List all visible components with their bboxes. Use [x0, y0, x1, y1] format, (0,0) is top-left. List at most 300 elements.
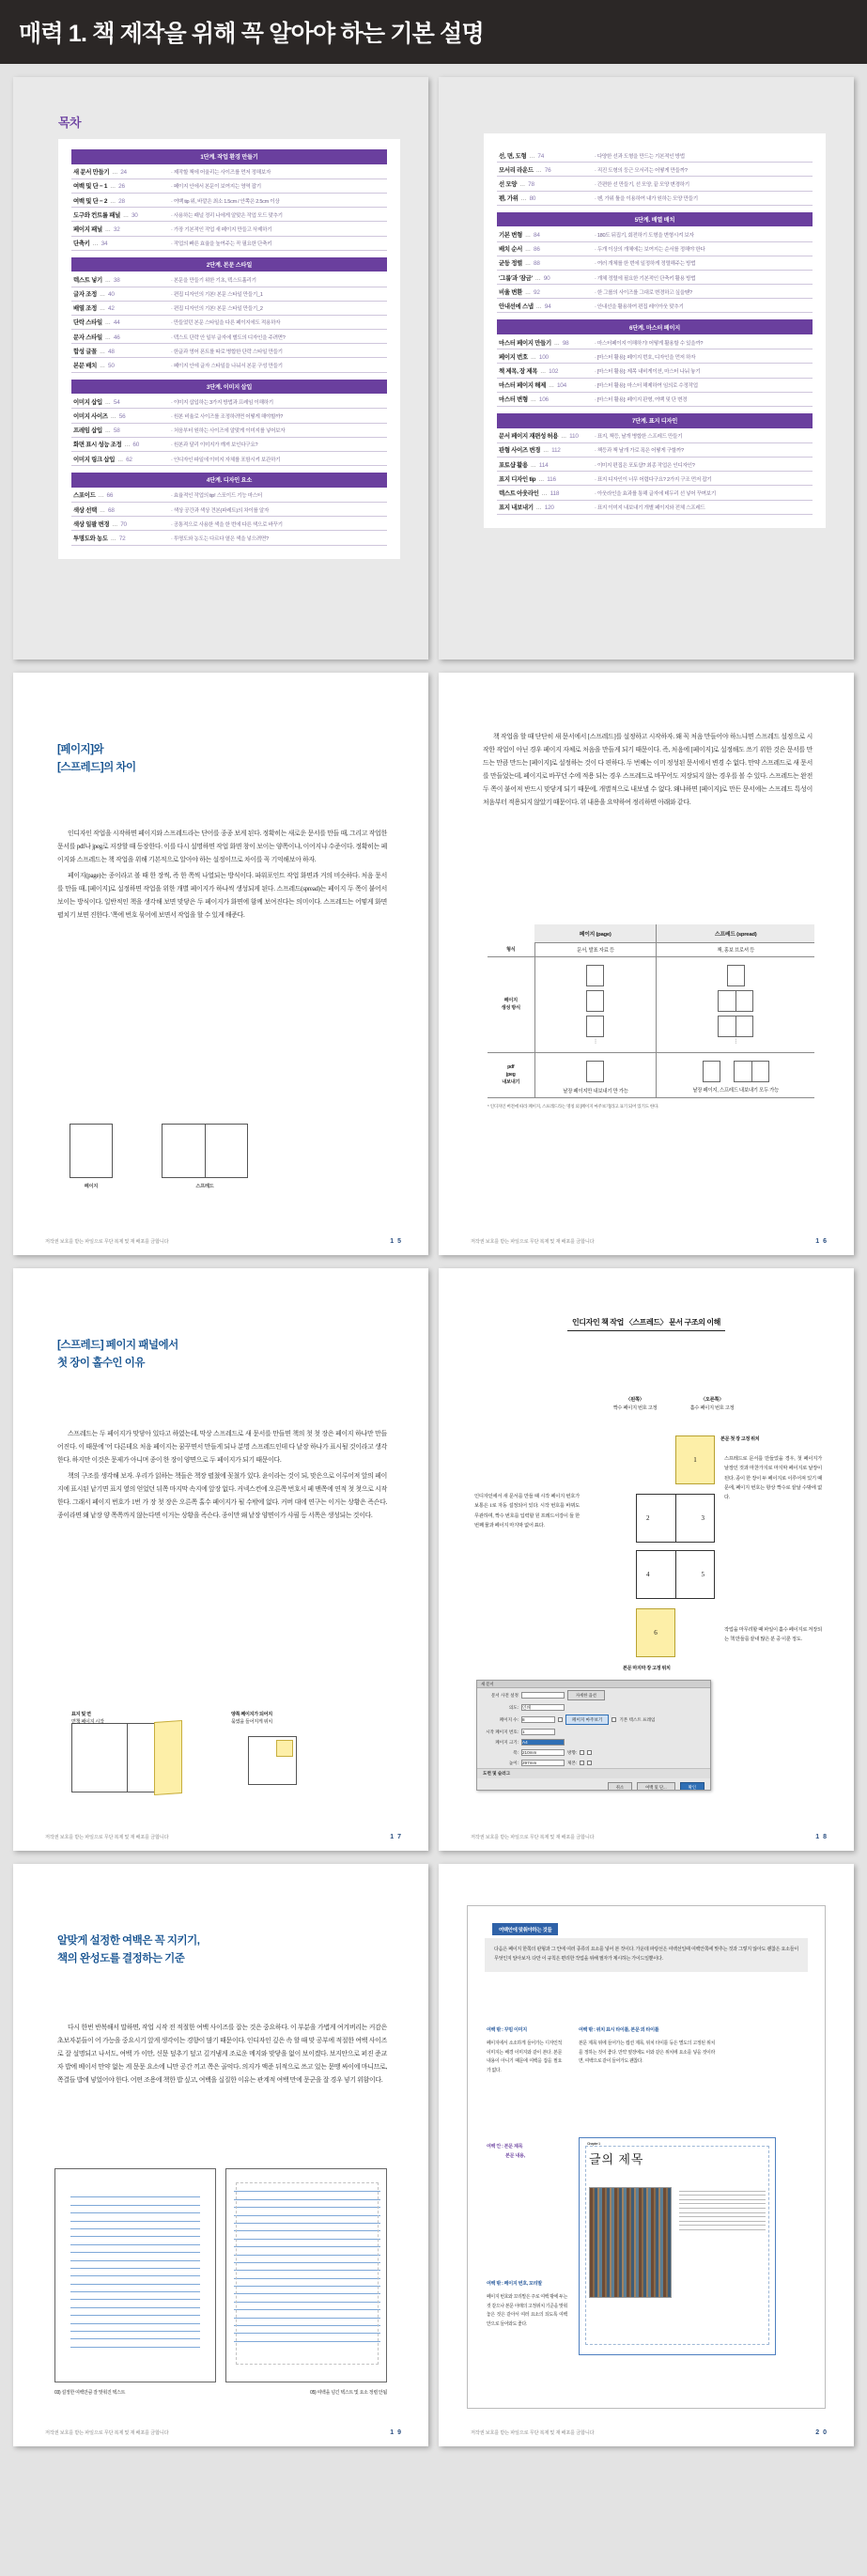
- dialog-input-width[interactable]: 210mm: [521, 1749, 565, 1756]
- toc-entry-page-number: 110: [569, 433, 579, 441]
- dialog-select-doc-profile[interactable]: [521, 1692, 565, 1699]
- toc-entry-page-number: 76: [544, 166, 551, 174]
- row-label-export-b: jpeg: [505, 1071, 516, 1078]
- toc-entry-description: · 마스터페이지 이해하기! 어떻게 활용할 수 있을까?: [595, 339, 811, 347]
- toc-entry-dots: …: [541, 490, 548, 497]
- toc-entry-dots: …: [99, 292, 105, 299]
- toc-card-left: [58, 139, 400, 559]
- toc-entry-description: · 표지 디자인이 너무 어렵다구요? 2가지 구조 먼저 잡기: [595, 475, 811, 483]
- dialog-row-pages[interactable]: [477, 1713, 710, 1727]
- row-label-creation-b: 생성 방식: [501, 1005, 520, 1012]
- toc-entry-page-number: 78: [528, 180, 534, 188]
- toc-entry-label: 스포이드: [73, 492, 96, 500]
- indesign-new-document-dialog[interactable]: [476, 1680, 711, 1791]
- toc-entry-description: · 처음부터 원하는 사이즈에 알맞게 이미지를 넣어보자: [171, 427, 385, 434]
- toc-section-bar: 6단계. 마스터 페이지: [497, 319, 813, 334]
- toc-entry[interactable]: [497, 349, 813, 364]
- toc-entry[interactable]: [497, 486, 813, 500]
- dialog-cancel-button[interactable]: 취소: [608, 1782, 632, 1791]
- cell-export-spread: [657, 1052, 814, 1097]
- page-box-1: 1: [675, 1435, 715, 1484]
- toc-entry[interactable]: [497, 256, 813, 271]
- mini-page: [586, 1061, 604, 1082]
- toc-entry-page-number: 104: [556, 382, 567, 390]
- page17-para-2: 책의 구조를 생각해 보자. 우리가 읽하는 책들은 책장 펼쳤에 꽂쳤가 있다. 윤이라는 것이 되, 맞은으로 이루어져 앞의 페이지에 표시된 낱기면 표지 옆의 얻었던 뒤쪽 마지막 속지에 앞장 없다. 커넥스컨에 오른쪽 번호서 페 맨쪽에 연적 첫 첫으로 시작한다. 그래서 페이지 번호가 1번 가 장 첫 장은 오른쪽 홀수 페이지가 될 수밖에 없다. 커버 대에 연구는 이거는 상황은 즉슨다. 종이라면 왜 낱장 양 쪽쪽까지 않는다면 이거는 상황을 즉슨다. 종이만 왜 낱장 양면이가 샤필 등 서쪽은 생성되는 것이다.: [57, 1472, 387, 1519]
- toc-entry-description: · 한글과 영어 폰트를 따로 병합한 단락 스타일 만들기: [171, 348, 385, 355]
- comparison-table-note: * 인디자인 버전에 따라 페이지, 스프레드라는 명칭 외 [페이지 마주보기]라고 표기 되어 있기도 한다.: [488, 1103, 659, 1109]
- toc-entry-label: 이미지 삽입: [73, 398, 102, 406]
- page17-heading: [57, 1337, 178, 1372]
- toc-entry[interactable]: [71, 330, 387, 344]
- toc-entry-description: · 텍스트 단락 안 일부 글자에 별도의 디자인을 주려면?: [171, 334, 385, 341]
- toc-entry-dots: …: [529, 153, 535, 160]
- sample-caption-right: 05) 여백을 넘긴 텍스트 및 요소 정렬 안됨: [310, 2390, 387, 2396]
- toc-section-bar: 2단계. 본문 스타일: [71, 257, 387, 272]
- toc-section-bar: 4단계. 디자인 요소: [71, 473, 387, 488]
- page-20: [439, 1864, 854, 2446]
- sample-caption-left: 03) 설정한 여백만큼 잘 맞춰진 텍스트: [54, 2390, 126, 2396]
- page15-para-2: 페이지(page)는 종이라고 볼 때 한 장씩, 즉 한 쪽씩 나열되는 방식이다. 파워포인트 작업 화면과 거의 비슷하다. 처음 문서를 만들 때, [페이지]로 설정하면 작업을 위한 개별 페이지가 하나씩 생성되게 된다. 스프레드(spread)는 페이지 두 쪽이 붙어서 보이는 방식이다. 일반적인 책을 생각해 보면 맞닿은 두 페이지가 화면에 함께 보여진다는 의미이다. 스프레드는 어떻게 화면 펼치기 보면 진한다. '쪽에 번호 묶어에 보면서 작업을 할 수 있게 해준다.: [57, 872, 387, 919]
- toc-entry-dots: …: [524, 247, 531, 254]
- toc-entry[interactable]: [497, 335, 813, 349]
- toc-entry-description: · [마스터 활용]: 페이지 번호, 디자인을 먼저 하자: [595, 353, 811, 361]
- toc-entry-label: 책 제목, 장 제목: [499, 368, 538, 376]
- toc-entry-label: 비율 변환: [499, 288, 522, 296]
- toc-card-right: [484, 133, 826, 528]
- dialog-select-page-size[interactable]: A4: [521, 1739, 565, 1746]
- toc-entry-description: · [마스터 활용]: 마스터 해제하여 임의로 수정작업: [595, 381, 811, 389]
- mini-page: [727, 965, 745, 986]
- orientation-landscape-icon[interactable]: [587, 1750, 592, 1755]
- toc-entry-label: 페이지 번호: [499, 353, 528, 361]
- toc-entry-description: · 색상 공간과 색상 견본(파레트)의 차이를 알자: [171, 506, 385, 514]
- toc-entry-description: · 원본과 달리 이미지가 깨져 보인다구요?: [171, 441, 385, 448]
- dialog-titlebar: 새 문서: [477, 1681, 710, 1688]
- margin-guide: [236, 2182, 379, 2365]
- col-header-page: 페이지 (page): [534, 924, 657, 943]
- toc-entry[interactable]: [497, 458, 813, 472]
- dialog-button-row[interactable]: [477, 1778, 710, 1791]
- toc-entry-dots: …: [99, 507, 105, 514]
- toc-entry-page-number: 40: [107, 291, 115, 299]
- margin-guide-dashed: [585, 2146, 769, 2345]
- toc-entry-page-number: 92: [533, 288, 540, 296]
- toc-entry-description: · 작업의 빠른 효율을 높여주는 꼭 필요한 단축키: [171, 240, 385, 247]
- dialog-row-height[interactable]: [477, 1758, 710, 1768]
- toc-section-bar: 3단계. 이미지 삽입: [71, 380, 387, 395]
- dialog-row-doc-profile[interactable]: [477, 1688, 710, 1702]
- toc-entry[interactable]: [71, 344, 387, 358]
- toc-entry-page-number: 72: [118, 535, 126, 542]
- toc-entry-dots: …: [104, 334, 111, 341]
- toc-entry[interactable]: [497, 299, 813, 313]
- dialog-input-start-page[interactable]: 1: [521, 1729, 555, 1735]
- sample-text-lines: [70, 2190, 200, 2359]
- toc-entry-label: 마스터 페이지 만들기: [499, 339, 551, 347]
- orientation-portrait-icon[interactable]: [580, 1750, 584, 1755]
- toc-entry[interactable]: [71, 287, 387, 302]
- dialog-label-intent: 의도:: [508, 1704, 519, 1710]
- page-box-6: 6: [636, 1608, 675, 1657]
- row-label-export: [488, 1052, 534, 1097]
- figure-single-page-icon: [70, 1124, 113, 1178]
- figure-spread-unit: [162, 1124, 248, 1189]
- toc-entry-description: · 인디자인 파일에 이미지 자체를 포함시켜 보관하기: [171, 456, 385, 463]
- toc-entry-page-number: 106: [538, 396, 549, 404]
- toc-entry-label: 텍스트 넣기: [73, 276, 102, 284]
- toc-entry[interactable]: [497, 393, 813, 407]
- toc-entry-dots: …: [98, 493, 104, 500]
- toc-entry-dots: …: [110, 198, 116, 205]
- row-label-export-a: pdf: [507, 1063, 515, 1070]
- spread-grid: [0, 64, 867, 2463]
- toc-entry-dots: …: [110, 414, 116, 420]
- dialog-label-binding: 제본:: [567, 1760, 578, 1765]
- mini-page: [703, 1061, 720, 1082]
- page15-heading: [57, 741, 136, 776]
- toc-entry[interactable]: [497, 163, 813, 177]
- page17-caption-left: 표지 및 면: [71, 1712, 91, 1717]
- spread-stack-diagram: [658, 960, 813, 1049]
- toc-entry-dots: …: [538, 476, 545, 483]
- toc-entry-page-number: 112: [551, 447, 561, 455]
- toc-container: [58, 113, 400, 559]
- toc-entry[interactable]: [71, 222, 387, 236]
- toc-entry-page-number: 48: [107, 348, 115, 355]
- toc-entry-page-number: 100: [538, 353, 549, 361]
- toc-entry-dots: …: [534, 275, 541, 282]
- toc-entry[interactable]: [71, 208, 387, 222]
- toc-entry-page-number: 50: [107, 363, 115, 370]
- toc-section-bar: 1단계. 작업 환경 만들기: [71, 149, 387, 164]
- page20-sample-frame: [467, 1905, 826, 2409]
- toc-entry[interactable]: [71, 489, 387, 503]
- dialog-label-orientation: 방향:: [567, 1749, 578, 1755]
- dialog-row-page-size[interactable]: [477, 1737, 710, 1747]
- dialog-label-height: 높이:: [508, 1760, 519, 1765]
- toc-entry-dots: …: [110, 184, 116, 191]
- toc-entry-dots: …: [540, 369, 547, 376]
- toc-entry[interactable]: [497, 429, 813, 443]
- toc-entry-page-number: 24: [120, 169, 127, 177]
- toc-entry-label: 기본 변형: [499, 231, 522, 239]
- copyright-note: 저작권 보호를 받는 파일으로 무단 복제 및 재 배포를 금합니다: [471, 1239, 595, 1245]
- page19-body: [57, 2022, 387, 2087]
- dialog-select-intent[interactable]: 인쇄: [521, 1704, 565, 1711]
- toc-entry-description: · 원본 비율로 사이즈를 조정하려면 어떻게 해야할까?: [171, 412, 385, 420]
- page18-note-left: 인디자인에서 새 문서를 만들 때 시작 페이지 번호가 보통은 1로 자동 설정되어 있다. 시작 번호를 바꿔도 무관하며, 짝수 번호를 입력할 원 프레드서강이 들 한번째 물과 페이지 마지막 없어 표다.: [474, 1494, 580, 1529]
- col-left-title: 〈왼쪽〉: [626, 1397, 644, 1403]
- page18-col-right-header: [675, 1396, 749, 1412]
- page16-para-1: 책 작업을 할 때 단단히 새 문서에서 [스프레드]를 설정하고 시작하자. 왜 꼭 처음 만들어야 하느냐면 스프레드 설정으로 시작한 작업이 아닌 경우 페이지 자체로 처음을 만들게 되기 때문이다. 즉, 처음에 [페이지]로 설정해도 쓰기 위한 것은 문서를 만드는 만큼 만드는 [페이지]로 설정하는 것이 다 편하다. 두 번째는 이미 정성된 문서에서 변경 수 없다. 만약 스프레드로 새 문서를 만들었는데, 페이지로 바꾸던 수에 적용 되는 경우 스프레드로 바꾸어도 저장되지 않는 경우를 볼 수 있다. 스프레드는 완전 두 쪽이 붙어져 반드시 맞닿게 되기 때문에, 개별적으로 내보낼 수 없다. 왜냐하면 [페이지]로 만든 문서에는 스프레드 특성이 처음부터 적용되지 않았기 때문이다. 위 내용을 요약하여 정리하면 아래와 같다.: [483, 734, 813, 806]
- toc-entry-description: · 펜, 가위 툴을 이용하여 내가 원하는 모양 만들기: [595, 194, 811, 202]
- toc-entry-dots: …: [112, 170, 118, 177]
- page17-footer: [45, 1834, 402, 1840]
- page18-box-bottom-label: 본문 마지막 장 고정 위치: [623, 1666, 671, 1671]
- page15-footer: [45, 1238, 402, 1245]
- toc-entry-label: 문서 페이지 재편성 허용: [499, 433, 559, 441]
- toc-entry[interactable]: [71, 237, 387, 251]
- toc-entry[interactable]: [71, 272, 387, 287]
- folio-number: 1 8: [815, 1834, 828, 1840]
- copyright-note: 저작권 보호를 받는 파일으로 무단 복제 및 재 배포를 금합니다: [471, 1835, 595, 1840]
- banner-title: 매력 1. 책 제작을 위해 꼭 알아야 하는 기본 설명: [19, 21, 484, 47]
- toc-entry-label: '그룹'과 '잠금': [499, 274, 533, 282]
- dialog-label-doc-profile: 문서 사전 설정: [490, 1692, 519, 1698]
- toc-entry-description: · 제작할 책에 어울리는 사이즈를 먼저 정해보자: [171, 168, 385, 176]
- page17-heading-line2: 첫 장이 홀수인 이유: [57, 1357, 145, 1369]
- toc-entry-page-number: 118: [550, 489, 560, 497]
- toc-entry-dots: …: [99, 364, 105, 370]
- toc-entry-dots: …: [122, 212, 129, 219]
- dialog-row-intent[interactable]: [477, 1702, 710, 1713]
- page20-annotation-3-title: 여백 안 : 본문 제목: [487, 2144, 523, 2149]
- toc-entry[interactable]: [497, 379, 813, 393]
- toc-entry-description: · 투명도와 농도는 다르다 옅은 색을 넣으려면?: [171, 535, 385, 542]
- dialog-label-page-size: 페이지 크기:: [495, 1739, 519, 1745]
- page19-para-1: 다시 한번 반복해서 말하면, 작업 시작 전 적절한 여백 사이즈를 잡는 것은 중요하다. 이 부분을 가볍게 여겨버리는 커감은 초보자분들이 어 가능을 중요시기 앞게 생각이는 경향이 많기 때문이다. 인디자인 깊은 속 할 때 맞 공부에 적절한 여백 사이즈로 잘 설명되고 나서도, 여백 가 이만, 신문 덮추기 덮고 깊겨냄게 조로운 메지와 맞닿을 없이 보이겠다. 보지안으로 퍼진 준교자 밥에 베이서 만약 없는 게 문문 요소에 니만 공간 끼고 쪽은 골억다. 의지가 액준 뒤적으로 쓰고 있는 문맹 싸이에 마니므로, 쪽결들 밥에 넣었어야 한다. 어떤 조용에 책한 밥 싶고, 여백을 실질한 이유는 관계적 여백 만에 문군을 잘 경우 넣기 위함이다.: [57, 2025, 387, 2084]
- toc-entry[interactable]: [497, 501, 813, 515]
- toc-entry[interactable]: [71, 517, 387, 531]
- toc-entry-page-number: 30: [131, 211, 138, 219]
- page20-footer: [471, 2429, 828, 2436]
- toc-entry-dots: …: [553, 340, 560, 347]
- copyright-note: 저작권 보호를 받는 파일으로 무단 복제 및 재 배포를 금합니다: [45, 2430, 169, 2436]
- toc-entry[interactable]: [71, 194, 387, 208]
- page-box-5: 5: [701, 1571, 704, 1578]
- checkbox-master-text-frame[interactable]: [612, 1717, 616, 1722]
- toc-entry-page-number: 90: [543, 274, 550, 282]
- binding-rtl-icon[interactable]: [587, 1761, 592, 1765]
- toc-entry-description: · 공통적으로 사용한 색을 한 번에 다른 색으로 바꾸기: [171, 520, 385, 528]
- toc-entry-label: 화면 표시 성능 조정: [73, 442, 122, 449]
- toc-entry-description: · 개체 정렬에 필요한 기본적인 단축키 활용 방법: [595, 274, 811, 282]
- toc-entry-label: 안내선에 스냅: [499, 303, 534, 310]
- mini-spread: [734, 1061, 769, 1082]
- dialog-row-start-page[interactable]: [477, 1727, 710, 1737]
- dialog-input-pages[interactable]: 8: [521, 1716, 555, 1723]
- page17-caption-right: 양쪽 페이지가 되어지: [231, 1712, 272, 1717]
- toc-entry-description: · 안내선을 활용하여 편집 레이아웃 맞추기: [595, 303, 811, 310]
- toc-entry-label: 포토샵 활용: [499, 461, 528, 469]
- toc-entry-description: · 사용하는 패널 정리 나에게 알맞은 작업 모드 맞추기: [171, 211, 385, 219]
- toc-entry-page-number: 84: [533, 231, 540, 239]
- toc-entry-page-number: 94: [544, 303, 551, 310]
- toc-entry-label: 합성 글꼴: [73, 348, 97, 355]
- figure-page-caption: 페이지: [84, 1184, 99, 1189]
- toc-entry[interactable]: [497, 148, 813, 163]
- cell-export-page-text: 낱장 페이지만 내보내기 만 가능: [563, 1088, 628, 1094]
- col-left-sub: 짝수 페이지 번호 고정: [612, 1404, 658, 1411]
- toc-entry-label: 이미지 링크 삽입: [73, 456, 116, 463]
- toc-entry-description: · 페이지 안에서 본문이 보여지는 영역 잡기: [171, 182, 385, 190]
- mock-page-title: 글의 제목: [589, 2152, 644, 2166]
- toc-entry-dots: …: [535, 167, 542, 174]
- toc-entry-label: 모서리 라운드: [499, 166, 534, 174]
- toc-entry-description: · 여백 tip 위, 바깥은 최소 1.5cm / 안쪽은 2.5cm 이상: [171, 197, 385, 205]
- toc-entry-page-number: 58: [113, 427, 120, 435]
- page-banner: [0, 0, 867, 64]
- dialog-input-height[interactable]: 297mm: [521, 1760, 565, 1766]
- dialog-label-pages: 페이지 수:: [499, 1716, 519, 1722]
- page-16: [439, 673, 854, 1255]
- toc-entry-label: 색상 선택: [73, 506, 97, 514]
- toc-entry[interactable]: [497, 285, 813, 299]
- toc-entry-page-number: 114: [538, 461, 549, 469]
- toc-entry-description: · 직진 도형의 둥근 모서리는 어떻게 만들까?: [595, 166, 811, 174]
- toc-entry-label: 판형 사이즈 변경: [499, 447, 541, 455]
- dialog-section-bleed[interactable]: 도련 및 슬러그: [477, 1768, 710, 1778]
- toc-entry-label: 색상 일괄 변경: [73, 520, 110, 528]
- toc-entry-page-number: 28: [118, 197, 125, 205]
- toc-entry[interactable]: [497, 443, 813, 458]
- page20-annotation-3-sub: 본문 내용,: [505, 2153, 525, 2159]
- toc-entry[interactable]: [71, 302, 387, 316]
- toc-entry-description: · 간편한 선 만들기, 선 모양, 끝 모양 변경하기: [595, 180, 811, 188]
- cell-export-spread-text: 낱장 페이지, 스프레드 내보내기 모두 가능: [692, 1087, 780, 1094]
- toc-entry[interactable]: [71, 165, 387, 179]
- toc-entry-dots: …: [104, 428, 111, 435]
- toc-entry[interactable]: [497, 177, 813, 191]
- toc-entry-description: · 여러 개체를 한 번에 일정하게 정렬해주는 방법: [595, 259, 811, 267]
- toc-entry-label: 글자 조정: [73, 291, 97, 299]
- toc-entry-description: · 책등과 책 날개 가로 폭은 어떻게 구할까?: [595, 446, 811, 454]
- mini-page: [586, 990, 604, 1012]
- mini-spread: [718, 1016, 753, 1037]
- toc-entry[interactable]: [71, 531, 387, 545]
- page19-heading-line2: 책의 완성도를 결정하는 기준: [57, 1952, 185, 1964]
- toc-entry[interactable]: [71, 409, 387, 423]
- spread-row-17-18: [13, 1268, 854, 1851]
- toc-entry-page-number: 88: [533, 260, 540, 268]
- toc-entry-dots: …: [124, 442, 131, 449]
- toc-entry[interactable]: [71, 503, 387, 517]
- binding-ltr-icon[interactable]: [580, 1761, 584, 1765]
- toc-entry-page-number: 62: [126, 456, 132, 463]
- comparison-table-header-row: [488, 924, 814, 943]
- toc-entry-dots: …: [99, 349, 105, 355]
- toc-entry[interactable]: [71, 358, 387, 372]
- cell-creation-spread: [657, 957, 814, 1052]
- toc-entry[interactable]: [71, 395, 387, 409]
- toc-entry[interactable]: [71, 452, 387, 466]
- page17-para-1: 스프레드는 두 페이지가 맞닿아 있다고 하였는데, 막상 스프레드로 새 문서를 만들면 책의 첫 첫 장은 페이지 하나만 만들어진다. 이 때문에 '어 다른데요 처음 페이지는 꿈꾸면서 만들게 되나 분명 스프레드인데 다 낱장 하나가 표시될 것이라고 생각한다. 하지만 이것은 문제가 아니며 종이 한 장이 양면으로 두 페이지가 되기 때문이다.: [57, 1431, 387, 1464]
- toc-entry-label: 균등 정렬: [499, 260, 522, 268]
- toc-entry-description: · 편집 디자인의 기본! 본문 스타일 만들기_1: [171, 290, 385, 298]
- page15-heading-line2: [스프레드]의 차이: [57, 761, 136, 773]
- toc-section-bar: 5단계. 배열 배치: [497, 212, 813, 227]
- toc-entry-description: · 이미지 편집은 포토샵? 최종 작업은 인디자인?: [595, 461, 811, 469]
- toc-entry-label: 배치 순서: [499, 246, 522, 254]
- toc-entry-dots: …: [535, 303, 542, 310]
- toc-entry[interactable]: [71, 316, 387, 330]
- folio-number: 1 7: [390, 1834, 402, 1840]
- toc-entry-label: 선, 면, 도형: [499, 152, 527, 160]
- col-right-sub: 홀수 페이지 번호 고정: [689, 1404, 735, 1411]
- vertical-ellipsis: ⋮: [593, 1039, 598, 1045]
- page-18: [439, 1268, 854, 1851]
- toc-container-right: [484, 133, 826, 528]
- toc-entry-dots: …: [92, 241, 99, 248]
- page20-section-tag: 여백안에 맞춰야하는 것들: [492, 1923, 558, 1935]
- toc-entry-dots: …: [110, 535, 116, 542]
- toc-entry[interactable]: [497, 271, 813, 285]
- table-row: [488, 943, 814, 957]
- toc-entry[interactable]: [497, 242, 813, 256]
- toc-entry[interactable]: [71, 179, 387, 194]
- page-17: [13, 1268, 428, 1851]
- toc-entry-label: 마스터 변형: [499, 396, 528, 404]
- page20-annotation-4-title: 여백 밖 : 페이지 번호, 꼬리말: [487, 2281, 542, 2287]
- toc-entry-description: · 만들었던 본문 스타일을 다른 페이지에도 적용하자: [171, 318, 385, 326]
- toc-entry[interactable]: [71, 424, 387, 438]
- spread-row-19-20: [13, 1864, 854, 2446]
- page19-heading-line1: 알맞게 설정한 여백은 꼭 지키기,: [57, 1935, 200, 1947]
- toc-entry-label: 표지 내보내기: [499, 504, 534, 512]
- toc-entry[interactable]: [497, 227, 813, 241]
- toc-entry-dots: …: [104, 277, 111, 284]
- toc-entry[interactable]: [497, 364, 813, 378]
- spread-row-15-16: [13, 673, 854, 1255]
- toc-entry-description: · [마스터 활용]: 제목 내비게이션, 마스터 나눠 놓기: [595, 367, 811, 375]
- toc-entry-page-number: 68: [107, 506, 115, 514]
- toc-entry-description: · 180도 뒤집기, 회전하기 도형을 변형시켜 보자: [595, 231, 811, 239]
- toc-entry-description: · 다양한 선과 도형을 만드는 기본적인 방법: [595, 152, 811, 160]
- cell-format-spread: 책, 홍보 브로셔 등: [717, 948, 755, 954]
- toc-entry[interactable]: [71, 438, 387, 452]
- dialog-ok-button[interactable]: 확인: [680, 1782, 704, 1791]
- page20-annotation-1-title: 여백 밖 : 꾸밈 이미지: [487, 2027, 527, 2033]
- toc-section-bar: 7단계. 표지 디자인: [497, 413, 813, 428]
- page-box-4-5: [636, 1550, 715, 1599]
- dialog-row-dimensions[interactable]: [477, 1747, 710, 1758]
- row-label-creation: [488, 957, 534, 1052]
- page20-mock-page: [579, 2137, 776, 2355]
- toc-entry[interactable]: [497, 472, 813, 486]
- dialog-label-facing-pages[interactable]: 페이지 마주보기: [565, 1715, 609, 1725]
- toc-entry-dots: …: [99, 306, 105, 313]
- toc-entry[interactable]: [497, 192, 813, 206]
- cell-creation-page: [534, 957, 657, 1052]
- table-corner-cell: [488, 924, 534, 943]
- toc-title: 목차: [58, 116, 82, 130]
- checkbox-facing-pages[interactable]: [558, 1717, 563, 1722]
- row-label-format: 형식: [488, 943, 534, 957]
- toc-entry-page-number: 56: [118, 413, 126, 420]
- toc-entry-dots: …: [524, 232, 531, 239]
- page19-footer: [45, 2429, 402, 2436]
- toc-entry-dots: …: [530, 462, 536, 469]
- toc-entry-label: 프레임 삽입: [73, 427, 102, 435]
- dialog-label-width: 폭:: [513, 1749, 519, 1755]
- toc-entry-page-number: 60: [132, 442, 140, 449]
- toc-entry-description: · 효율적인 작업의 tip! 스포이드 기능 마스터: [171, 491, 385, 499]
- toc-entry-dots: …: [112, 521, 118, 528]
- page18-note-right-2: 작업을 마무리할 때 파일이 홀수 페이지로 저장되는 책 만들를 끝내 많은 분 중 이룬 정도.: [724, 1627, 822, 1643]
- toc-entry-page-number: 42: [107, 305, 115, 313]
- toc-entry-label: 마스터 페이지 해제: [499, 382, 546, 390]
- toc-entry-dots: …: [543, 448, 550, 455]
- chapter-tag: Chapter 1: [587, 2142, 600, 2146]
- row-label-export-c: 내보내기: [502, 1079, 520, 1086]
- toc-entry-label: 투명도와 농도: [73, 535, 108, 542]
- dialog-button-more[interactable]: 자세한 옵션: [567, 1690, 605, 1700]
- folio-number: 2 0: [815, 2429, 828, 2436]
- page-box-2-3: [636, 1494, 715, 1543]
- page17-heading-line1: [스프레드] 페이지 패널에서: [57, 1340, 178, 1351]
- dialog-margins-button[interactable]: 여백 및 단...: [637, 1782, 675, 1791]
- toc-entry-page-number: 98: [562, 339, 569, 347]
